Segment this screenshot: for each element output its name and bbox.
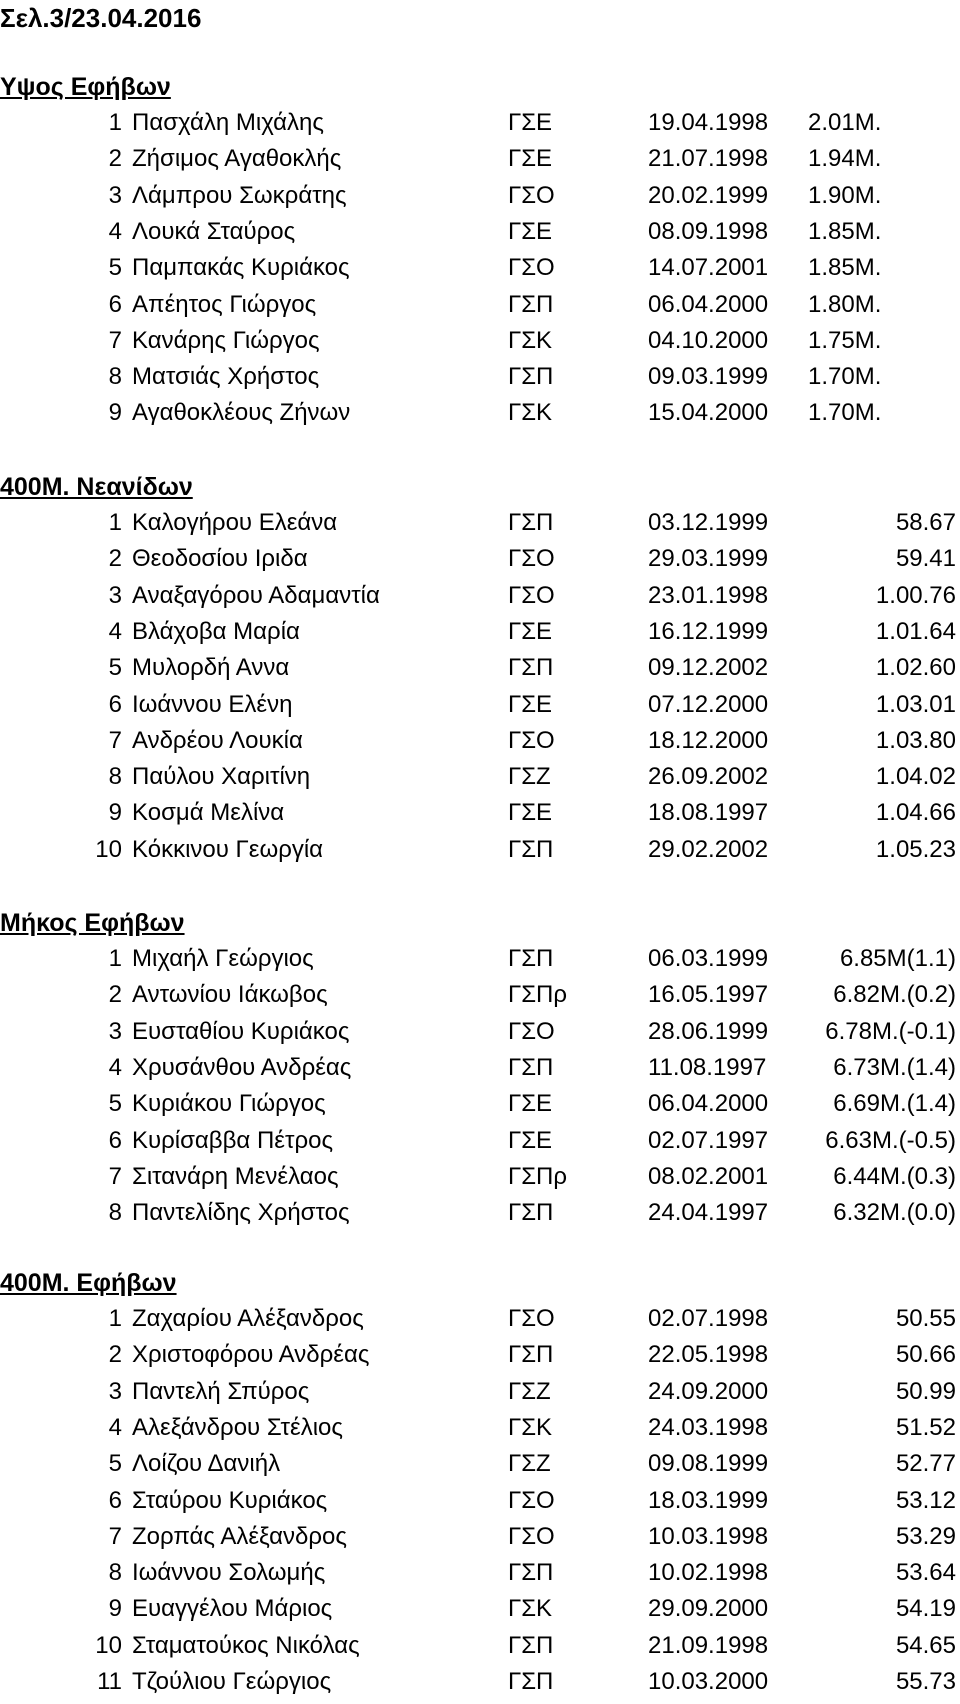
birth-date-cell: 03.12.1999	[648, 509, 769, 536]
birth-date-cell: 04.10.2000	[648, 326, 769, 354]
result-cell: 6.69Μ.(1.4)	[833, 1090, 956, 1118]
athlete-name-cell: Λουκά Σταύρος	[132, 217, 296, 245]
rank-cell: 10	[95, 835, 122, 863]
birth-date-cell: 18.03.1999	[648, 1486, 769, 1514]
rank-cell: 1	[108, 509, 122, 536]
result-row	[0, 650, 960, 686]
birth-date-cell: 10.03.1998	[648, 1522, 769, 1550]
rank-cell: 1	[108, 945, 122, 972]
rank-cell: 4	[108, 1413, 122, 1441]
rank-cell: 7	[108, 1522, 122, 1550]
club-cell: ΓΣΖ	[508, 1377, 551, 1405]
club-cell: ΓΣΚ	[508, 1595, 553, 1623]
result-row	[0, 578, 960, 614]
result-cell: 1.01.64	[875, 617, 956, 645]
birth-date-cell: 02.07.1998	[648, 1305, 769, 1332]
club-cell: ΓΣΟ	[508, 1522, 555, 1550]
birth-date-cell: 09.08.1999	[648, 1450, 769, 1478]
rank-cell: 3	[108, 581, 122, 609]
result-cell: 1.03.01	[875, 690, 956, 718]
result-row	[0, 141, 960, 177]
result-cell: 50.66	[895, 1341, 956, 1369]
result-cell: 53.64	[895, 1559, 956, 1587]
rank-cell: 7	[108, 1162, 122, 1190]
club-cell: ΓΣΠρ	[508, 981, 568, 1009]
result-cell: 52.77	[895, 1450, 956, 1478]
birth-date-cell: 09.12.2002	[648, 654, 769, 682]
club-cell: ΓΣΖ	[508, 763, 551, 791]
result-row	[0, 1086, 960, 1122]
rank-cell: 2	[108, 981, 122, 1009]
club-cell: ΓΣΠ	[508, 654, 554, 682]
result-cell: 1.75Μ.	[808, 326, 882, 354]
club-cell: ΓΣΚ	[508, 326, 553, 354]
athlete-name-cell: Χριστοφόρου Ανδρέας	[132, 1341, 370, 1369]
rank-cell: 8	[108, 363, 122, 391]
result-cell: 6.78Μ.(-0.1)	[825, 1017, 956, 1045]
birth-date-cell: 14.07.2001	[648, 254, 769, 282]
result-cell: 2.01Μ.	[808, 109, 882, 136]
result-row	[0, 178, 960, 214]
athlete-name-cell: Σταματούκος Νικόλας	[132, 1631, 360, 1659]
athlete-name-cell: Αντωνίου Ιάκωβος	[132, 981, 328, 1009]
athlete-name-cell: Κυριάκου Γιώργος	[132, 1090, 326, 1118]
result-cell: 6.85Μ(1.1)	[839, 945, 956, 972]
result-row	[0, 287, 960, 323]
club-cell: ΓΣΟ	[508, 545, 555, 573]
result-cell: 1.03.80	[875, 726, 956, 754]
result-cell: 1.02.60	[875, 654, 956, 682]
result-cell: 53.12	[895, 1486, 956, 1514]
result-row	[0, 1014, 960, 1050]
club-cell: ΓΣΟ	[508, 1486, 555, 1514]
birth-date-cell: 29.09.2000	[648, 1595, 769, 1623]
result-row	[0, 1591, 960, 1627]
athlete-name-cell: Λάμπρου Σωκράτης	[132, 181, 347, 209]
club-cell: ΓΣΕ	[508, 109, 553, 136]
rank-cell: 6	[108, 1126, 122, 1154]
athlete-name-cell: Ματσιάς Χρήστος	[132, 363, 320, 391]
section-title: 400Μ. Νεανίδων	[0, 473, 193, 501]
athlete-name-cell: Αναξαγόρου Αδαμαντία	[132, 581, 380, 609]
athlete-name-cell: Ζαχαρίου Αλέξανδρος	[132, 1305, 364, 1332]
athlete-name-cell: Καλογήρου Ελεάνα	[132, 509, 338, 536]
birth-date-cell: 18.08.1997	[648, 799, 769, 827]
athlete-name-cell: Κανάρης Γιώργος	[132, 326, 320, 354]
birth-date-cell: 24.03.1998	[648, 1413, 769, 1441]
club-cell: ΓΣΠ	[508, 1341, 554, 1369]
result-row	[0, 1446, 960, 1482]
result-cell: 51.52	[895, 1413, 956, 1441]
birth-date-cell: 21.07.1998	[648, 145, 769, 173]
birth-date-cell: 26.09.2002	[648, 763, 769, 791]
birth-date-cell: 19.04.1998	[648, 109, 769, 136]
result-cell: 55.73	[895, 1668, 956, 1695]
rank-cell: 9	[108, 1595, 122, 1623]
result-cell: 58.67	[895, 509, 956, 536]
club-cell: ΓΣΠ	[508, 1559, 554, 1587]
athlete-name-cell: Ιωάννου Ελένη	[132, 690, 293, 718]
birth-date-cell: 21.09.1998	[648, 1631, 769, 1659]
result-row	[0, 1123, 960, 1159]
athlete-name-cell: Απέητος Γιώργος	[132, 290, 317, 318]
athlete-name-cell: Μιχαήλ Γεώργιος	[132, 945, 314, 972]
club-cell: ΓΣΕ	[508, 1090, 553, 1118]
result-row	[0, 614, 960, 650]
section-title: 400Μ. Εφήβων	[0, 1269, 177, 1297]
result-row	[0, 977, 960, 1013]
club-cell: ΓΣΕ	[508, 145, 553, 173]
athlete-name-cell: Χρυσάνθου Ανδρέας	[132, 1053, 352, 1081]
birth-date-cell: 08.02.2001	[648, 1162, 769, 1190]
athlete-name-cell: Τζούλιου Γεώργιος	[132, 1668, 332, 1695]
club-cell: ΓΣΠ	[508, 945, 554, 972]
birth-date-cell: 16.12.1999	[648, 617, 769, 645]
rank-cell: 3	[108, 1017, 122, 1045]
birth-date-cell: 24.04.1997	[648, 1199, 769, 1227]
result-row	[0, 1410, 960, 1446]
rank-cell: 8	[108, 1199, 122, 1227]
birth-date-cell: 02.07.1997	[648, 1126, 769, 1154]
rank-cell: 6	[108, 1486, 122, 1514]
club-cell: ΓΣΕ	[508, 217, 553, 245]
result-cell: 1.70Μ.	[808, 399, 882, 427]
result-cell: 1.05.23	[875, 835, 956, 863]
result-cell: 1.70Μ.	[808, 363, 882, 391]
page-title: Σελ.3/23.04.2016	[0, 3, 202, 33]
athlete-name-cell: Παντελή Σπύρος	[132, 1377, 310, 1405]
section-title: Μήκος Εφήβων	[0, 909, 185, 937]
result-row	[0, 1483, 960, 1519]
club-cell: ΓΣΟ	[508, 181, 555, 209]
athlete-name-cell: Ευσταθίου Κυριάκος	[132, 1017, 350, 1045]
result-cell: 6.63Μ.(-0.5)	[825, 1126, 956, 1154]
result-cell: 6.32Μ.(0.0)	[833, 1199, 956, 1227]
result-cell: 1.80Μ.	[808, 290, 882, 318]
rank-cell: 8	[108, 1559, 122, 1587]
result-row	[0, 541, 960, 577]
result-cell: 1.90Μ.	[808, 181, 882, 209]
result-row	[0, 1555, 960, 1591]
club-cell: ΓΣΠ	[508, 1053, 554, 1081]
club-cell: ΓΣΚ	[508, 399, 553, 427]
club-cell: ΓΣΚ	[508, 1413, 553, 1441]
result-cell: 1.85Μ.	[808, 217, 882, 245]
club-cell: ΓΣΟ	[508, 1305, 555, 1332]
rank-cell: 8	[108, 763, 122, 791]
birth-date-cell: 23.01.1998	[648, 581, 769, 609]
result-cell: 50.99	[895, 1377, 956, 1405]
birth-date-cell: 08.09.1998	[648, 217, 769, 245]
birth-date-cell: 16.05.1997	[648, 981, 769, 1009]
result-cell: 54.19	[895, 1595, 956, 1623]
club-cell: ΓΣΖ	[508, 1450, 551, 1478]
result-row	[0, 687, 960, 723]
birth-date-cell: 06.04.2000	[648, 1090, 769, 1118]
birth-date-cell: 10.02.1998	[648, 1559, 769, 1587]
club-cell: ΓΣΕ	[508, 799, 553, 827]
athlete-name-cell: Κόκκινου Γεωργία	[132, 835, 324, 863]
birth-date-cell: 24.09.2000	[648, 1377, 769, 1405]
athlete-name-cell: Ανδρέου Λουκία	[132, 726, 303, 754]
club-cell: ΓΣΠ	[508, 1668, 554, 1695]
athlete-name-cell: Σιτανάρη Μενέλαος	[132, 1162, 339, 1190]
club-cell: ΓΣΠ	[508, 509, 554, 536]
birth-date-cell: 22.05.1998	[648, 1341, 769, 1369]
result-row	[0, 395, 960, 431]
athlete-name-cell: Ζήσιμος Αγαθοκλής	[132, 145, 342, 173]
club-cell: ΓΣΠ	[508, 290, 554, 318]
athlete-name-cell: Παμπακάς Κυριάκος	[132, 254, 350, 282]
athlete-name-cell: Ιωάννου Σολωμής	[132, 1559, 326, 1587]
result-cell: 59.41	[895, 545, 956, 573]
result-row	[0, 795, 960, 831]
result-row	[0, 759, 960, 795]
result-row	[0, 1628, 960, 1664]
result-row	[0, 323, 960, 359]
birth-date-cell: 29.02.2002	[648, 835, 769, 863]
club-cell: ΓΣΠ	[508, 363, 554, 391]
athlete-name-cell: Κυρίσαββα Πέτρος	[132, 1126, 334, 1154]
result-row	[0, 723, 960, 759]
result-row	[0, 1519, 960, 1555]
athlete-name-cell: Βλάχοβα Μαρία	[132, 617, 300, 645]
result-cell: 53.29	[895, 1522, 956, 1550]
result-row	[0, 250, 960, 286]
result-row	[0, 1050, 960, 1086]
rank-cell: 1	[108, 109, 122, 136]
rank-cell: 6	[108, 690, 122, 718]
athlete-name-cell: Αλεξάνδρου Στέλιος	[132, 1413, 343, 1441]
rank-cell: 9	[108, 399, 122, 427]
result-cell: 6.82Μ.(0.2)	[833, 981, 956, 1009]
athlete-name-cell: Ζορπάς Αλέξανδρος	[132, 1522, 347, 1550]
athlete-name-cell: Αγαθοκλέους Ζήνων	[132, 399, 351, 427]
rank-cell: 3	[108, 181, 122, 209]
result-cell: 1.94Μ.	[808, 145, 882, 173]
result-row	[0, 1301, 960, 1337]
club-cell: ΓΣΟ	[508, 726, 555, 754]
athlete-name-cell: Παντελίδης Χρήστος	[132, 1199, 350, 1227]
birth-date-cell: 15.04.2000	[648, 399, 769, 427]
result-row	[0, 1337, 960, 1373]
athlete-name-cell: Πασχάλη Μιχάλης	[132, 109, 324, 136]
rank-cell: 5	[108, 1090, 122, 1118]
birth-date-cell: 09.03.1999	[648, 363, 769, 391]
result-row	[0, 105, 960, 141]
rank-cell: 5	[108, 1450, 122, 1478]
rank-cell: 7	[108, 726, 122, 754]
result-row	[0, 1159, 960, 1195]
club-cell: ΓΣΠ	[508, 1199, 554, 1227]
club-cell: ΓΣΟ	[508, 581, 555, 609]
rank-cell: 4	[108, 1053, 122, 1081]
result-cell: 50.55	[895, 1305, 956, 1332]
result-row	[0, 1374, 960, 1410]
athlete-name-cell: Σταύρου Κυριάκος	[132, 1486, 328, 1514]
result-cell: 1.04.02	[875, 763, 956, 791]
athlete-name-cell: Κοσμά Μελίνα	[132, 799, 285, 827]
result-cell: 1.00.76	[875, 581, 956, 609]
birth-date-cell: 06.03.1999	[648, 945, 769, 972]
birth-date-cell: 20.02.1999	[648, 181, 769, 209]
birth-date-cell: 06.04.2000	[648, 290, 769, 318]
result-cell: 54.65	[895, 1631, 956, 1659]
rank-cell: 2	[108, 145, 122, 173]
rank-cell: 4	[108, 617, 122, 645]
club-cell: ΓΣΠ	[508, 1631, 554, 1659]
result-row	[0, 214, 960, 250]
rank-cell: 2	[108, 1341, 122, 1369]
result-row	[0, 832, 960, 868]
rank-cell: 10	[95, 1631, 122, 1659]
club-cell: ΓΣΟ	[508, 1017, 555, 1045]
birth-date-cell: 29.03.1999	[648, 545, 769, 573]
result-cell: 6.44Μ.(0.3)	[833, 1162, 956, 1190]
rank-cell: 6	[108, 290, 122, 318]
athlete-name-cell: Λοίζου Δανιήλ	[132, 1450, 281, 1478]
rank-cell: 9	[108, 799, 122, 827]
rank-cell: 3	[108, 1377, 122, 1405]
result-row	[0, 505, 960, 541]
birth-date-cell: 11.08.1997	[648, 1053, 767, 1081]
birth-date-cell: 18.12.2000	[648, 726, 769, 754]
club-cell: ΓΣΟ	[508, 254, 555, 282]
result-row	[0, 1664, 960, 1700]
result-cell: 1.85Μ.	[808, 254, 882, 282]
athlete-name-cell: Θεοδοσίου Ιριδα	[132, 545, 308, 573]
birth-date-cell: 10.03.2000	[648, 1668, 769, 1695]
club-cell: ΓΣΠρ	[508, 1162, 568, 1190]
club-cell: ΓΣΕ	[508, 1126, 553, 1154]
athlete-name-cell: Μυλορδή Αννα	[132, 654, 290, 682]
result-row	[0, 941, 960, 977]
result-row	[0, 359, 960, 395]
athlete-name-cell: Ευαγγέλου Μάριος	[132, 1595, 333, 1623]
result-cell: 6.73Μ.(1.4)	[833, 1053, 956, 1081]
rank-cell: 5	[108, 254, 122, 282]
club-cell: ΓΣΕ	[508, 617, 553, 645]
club-cell: ΓΣΠ	[508, 835, 554, 863]
rank-cell: 5	[108, 654, 122, 682]
birth-date-cell: 28.06.1999	[648, 1017, 769, 1045]
rank-cell: 11	[97, 1668, 122, 1695]
section-title: Υψος Εφήβων	[0, 73, 171, 101]
rank-cell: 2	[108, 545, 122, 573]
result-row	[0, 1195, 960, 1231]
birth-date-cell: 07.12.2000	[648, 690, 769, 718]
rank-cell: 7	[108, 326, 122, 354]
result-cell: 1.04.66	[875, 799, 956, 827]
athlete-name-cell: Παύλου Χαριτίνη	[132, 763, 311, 791]
club-cell: ΓΣΕ	[508, 690, 553, 718]
rank-cell: 1	[108, 1305, 122, 1332]
rank-cell: 4	[108, 217, 122, 245]
